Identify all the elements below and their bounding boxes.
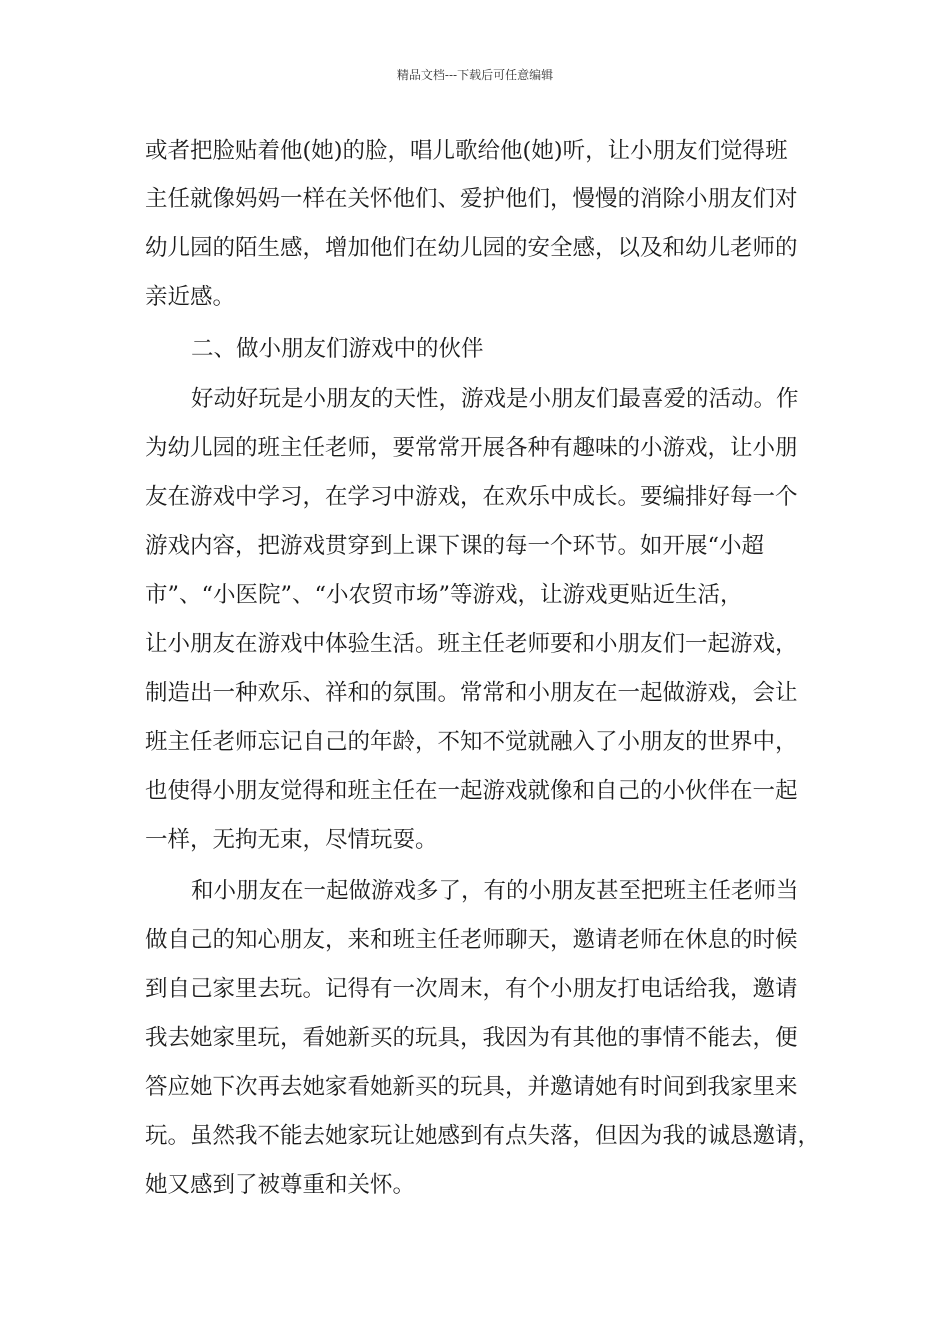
text-line: 我去她家里玩，看她新买的玩具，我因为有其他的事情不能去，便 (145, 1025, 798, 1051)
text-line: 和小朋友在一起做游戏多了，有的小朋友甚至把班主任老师当 (191, 878, 799, 904)
text-line: 亲近感。 (145, 284, 236, 310)
page-header: 精品文档---下载后可任意编辑 (396, 68, 554, 82)
text-line: 班主任老师忘记自己的年龄，不知不觉就融入了小朋友的世界中， (145, 729, 798, 755)
text-line: 制造出一种欢乐、祥和的氛围。常常和小朋友在一起做游戏，会让 (145, 680, 798, 706)
text-line: 一样，无拘无束，尽情玩耍。 (145, 827, 438, 853)
text-line: 主任就像妈妈一样在关怀他们、爱护他们，慢慢的消除小朋友们对 (145, 186, 798, 212)
text-line: 为幼儿园的班主任老师，要常常开展各种有趣味的小游戏，让小朋 (145, 435, 798, 461)
text-line: 游戏内容，把游戏贯穿到上课下课的每一个环节。如开展“小超 (145, 533, 765, 559)
text-line: 好动好玩是小朋友的天性，游戏是小朋友们最喜爱的活动。作 (191, 386, 799, 412)
text-line: 市”、“小医院”、“小农贸市场”等游戏，让游戏更贴近生活， (145, 582, 743, 608)
text-line: 答应她下次再去她家看她新买的玩具，并邀请她有时间到我家里来 (145, 1074, 798, 1100)
text-line: 友在游戏中学习，在学习中游戏，在欢乐中成长。要编排好每一个 (145, 484, 798, 510)
text-line: 做自己的知心朋友，来和班主任老师聊天，邀请老师在休息的时候 (145, 927, 798, 953)
text-line: 她又感到了被尊重和关怀。 (145, 1172, 416, 1198)
text-line: 玩。虽然我不能去她家玩让她感到有点失落，但因为我的诚恳邀请， (145, 1123, 821, 1149)
text-line: 幼儿园的陌生感，增加他们在幼儿园的安全感，以及和幼儿老师的 (145, 235, 798, 261)
text-line: 也使得小朋友觉得和班主任在一起游戏就像和自己的小伙伴在一起 (145, 778, 798, 804)
section-heading: 二、做小朋友们游戏中的伙伴 (191, 336, 484, 362)
text-line: 或者把脸贴着他(她)的脸，唱儿歌给他(她)听，让小朋友们觉得班 (145, 138, 788, 164)
text-line: 到自己家里去玩。记得有一次周末，有个小朋友打电话给我，邀请 (145, 976, 798, 1002)
text-line: 让小朋友在游戏中体验生活。班主任老师要和小朋友们一起游戏， (145, 631, 798, 657)
